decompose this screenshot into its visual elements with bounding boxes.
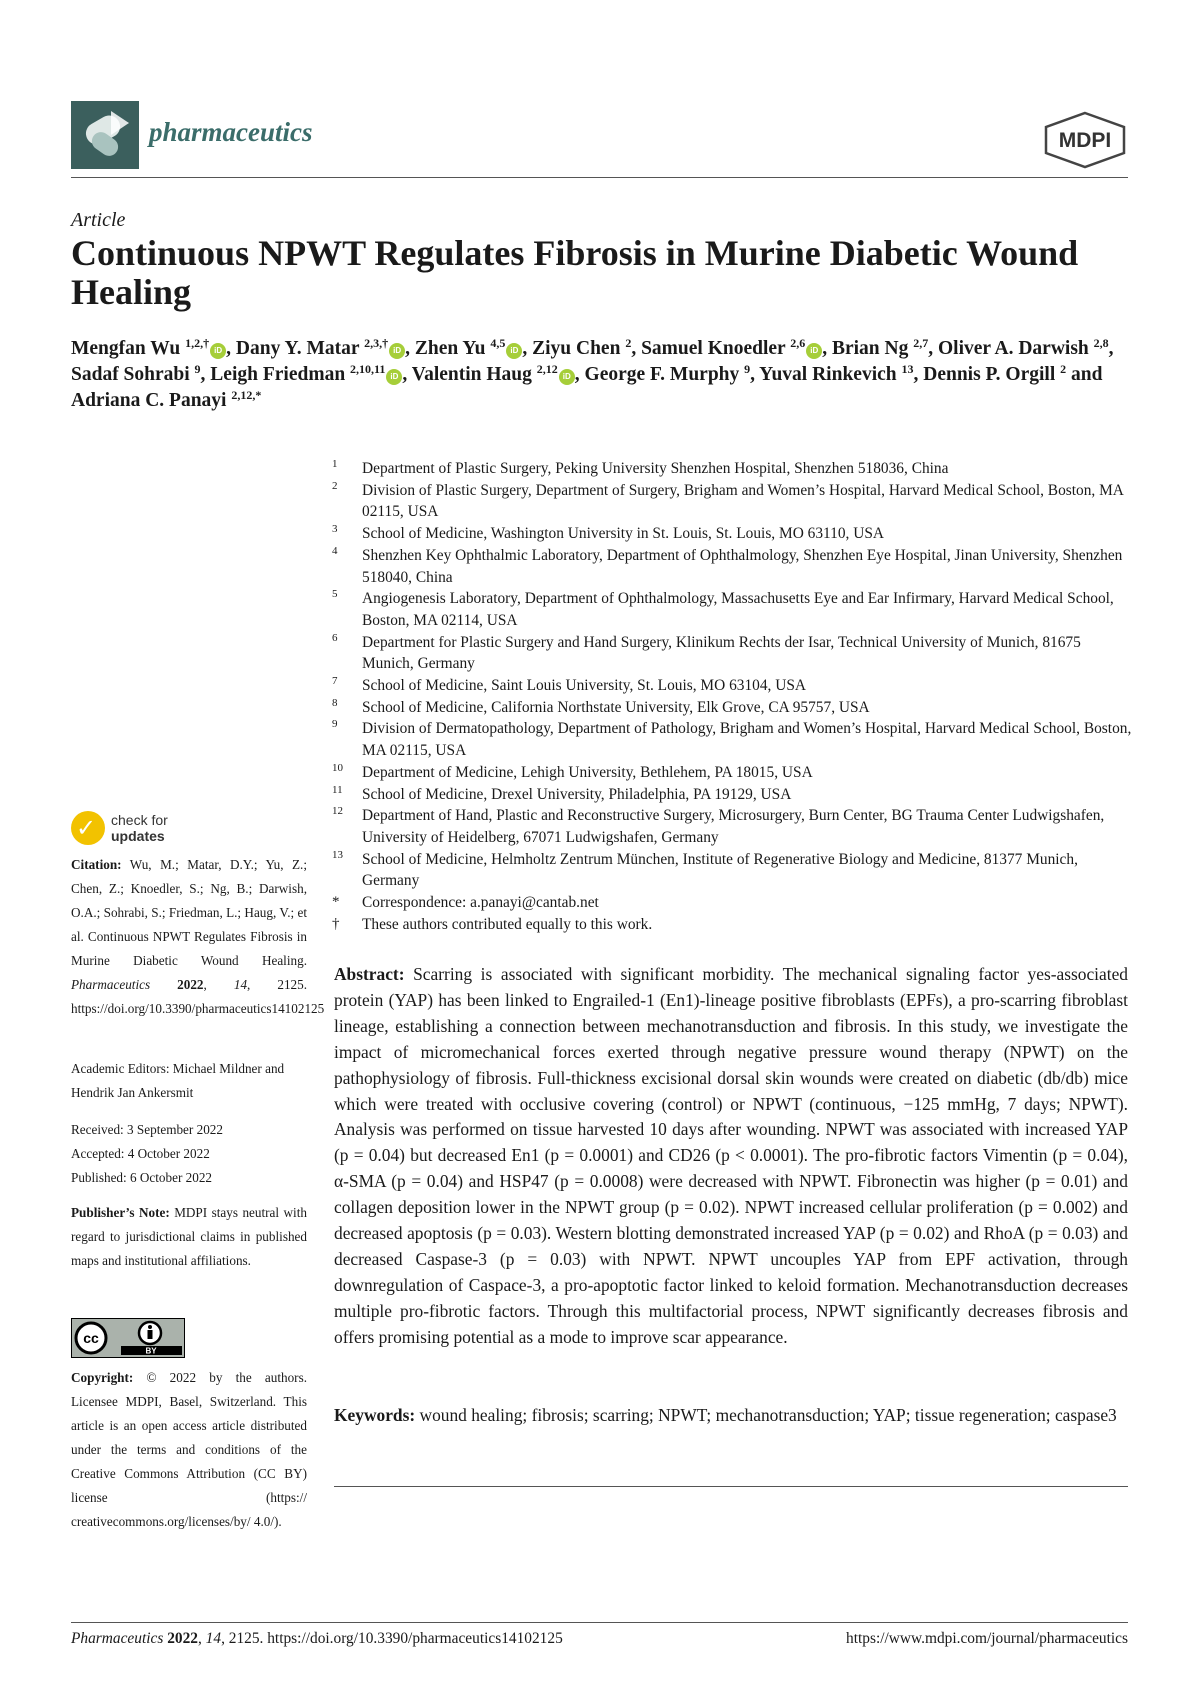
affiliation-item (332, 545, 1132, 588)
keywords-label: Keywords: (334, 1405, 416, 1425)
author-name[interactable]: Valentin Haug (411, 364, 537, 385)
citation-text: Wu, M.; Matar, D.Y.; Yu, Z.; Chen, Z.; Knoedler, S.; Ng, B.; Darwish, O.A.; Sohrabi, S.; Friedman, L.; Haug, V.; et al. Continuous NPWT Regulates Fibrosis in Murine Diabetic Wound Healing. (71, 857, 307, 968)
affiliation-mark: 5 (332, 588, 338, 601)
affiliation-mark: 2 (332, 479, 338, 492)
author-name[interactable]: Leigh Friedman (210, 364, 351, 385)
affiliation-mark: 8 (332, 696, 338, 709)
author-separator: , (631, 338, 642, 359)
author-separator: , (200, 364, 211, 385)
keywords-text: wound healing; fibrosis; scarring; NPWT; mechanotransduction; YAP; tissue regeneration; caspase3 (419, 1405, 1117, 1425)
author-affiliation-marks: 2 (1060, 362, 1067, 376)
affiliation-text: These authors contributed equally to this work. (362, 915, 653, 933)
citation-journal: Pharmaceutics (71, 977, 151, 992)
affiliation-text: School of Medicine, Helmholtz Zentrum München, Institute of Regenerative Biology and Medicine, 81377 Munich, Germany (362, 850, 1078, 890)
author-affiliation-marks: 1,2,† (185, 336, 210, 350)
academic-editors: Academic Editors: Michael Mildner and Hendrik Jan Ankersmit (71, 1061, 285, 1100)
abstract-rule (334, 1486, 1128, 1487)
keywords (334, 1403, 1128, 1429)
checkmark-icon: ✓ (76, 814, 97, 842)
affiliation-item (332, 697, 1132, 719)
orcid-icon[interactable]: iD (386, 369, 402, 385)
svg-text:cc: cc (83, 1330, 99, 1346)
author-name[interactable]: Dany Y. Matar (235, 338, 365, 359)
affiliations (332, 458, 1132, 935)
affiliation-text: Department of Hand, Plastic and Reconstructive Surgery, Microsurgery, Burn Center, BG Trauma Center Ludwigshafen, University of Heidelberg, 67071 Ludwigshafen, Germany (362, 807, 1105, 846)
author-name[interactable]: Sadaf Sohrabi (71, 364, 195, 385)
affiliation-text: School of Medicine, Saint Louis University, St. Louis, MO 63104, USA (362, 677, 807, 695)
affiliation-item (332, 523, 1132, 545)
footer-journal-url[interactable]: https://www.mdpi.com/journal/pharmaceutics (846, 1630, 1128, 1647)
copyright-notice (71, 1366, 307, 1534)
orcid-icon[interactable]: iD (506, 343, 522, 359)
author-separator: , (226, 338, 236, 359)
received-date: Received: 3 September 2022 (71, 1122, 223, 1137)
affiliation-text: School of Medicine, Washington University in St. Louis, St. Louis, MO 63110, USA (362, 525, 885, 543)
affiliation-mark: 3 (332, 523, 338, 536)
affiliation-item (332, 480, 1132, 523)
author-separator: , (928, 338, 938, 359)
affiliation-text: School of Medicine, California Northstate University, Elk Grove, CA 95757, USA (362, 698, 870, 716)
author-name[interactable]: Adriana C. Panayi (71, 390, 232, 411)
orcid-icon[interactable]: iD (389, 343, 405, 359)
affiliation-item (332, 588, 1132, 631)
author-affiliation-marks: 2,12 (536, 362, 558, 376)
affiliation-item (332, 849, 1132, 892)
orcid-icon[interactable]: iD (806, 343, 822, 359)
author-separator: , (1108, 338, 1114, 359)
published-date: Published: 6 October 2022 (71, 1170, 213, 1185)
affiliation-item (332, 632, 1132, 675)
author-affiliation-marks: 9 (744, 362, 751, 376)
affiliation-item (332, 458, 1132, 480)
affiliation-mark: 11 (332, 783, 343, 796)
publication-dates (71, 1118, 307, 1190)
author-affiliation-marks: 2,3,† (364, 336, 389, 350)
affiliation-text: Correspondence: a.panayi@cantab.net (362, 894, 599, 912)
author-separator: , (750, 364, 760, 385)
author-affiliation-marks: 13 (901, 362, 914, 376)
author-affiliation-marks: 2,7 (913, 336, 929, 350)
orcid-icon[interactable]: iD (559, 369, 575, 385)
footer-volume: 14 (205, 1630, 222, 1647)
affiliation-item (332, 914, 1132, 936)
citation-volume: 14 (233, 977, 248, 992)
orcid-icon[interactable]: iD (210, 343, 226, 359)
affiliation-item (332, 675, 1132, 697)
affiliation-mark: 4 (332, 544, 338, 557)
affiliation-item (332, 718, 1132, 761)
author-separator: , (402, 364, 412, 385)
author-separator: , (574, 364, 585, 385)
affiliation-text: School of Medicine, Drexel University, Philadelphia, PA 19129, USA (362, 785, 792, 803)
author-name[interactable]: George F. Murphy (584, 364, 745, 385)
affiliation-text: Angiogenesis Laboratory, Department of Ophthalmology, Massachusetts Eye and Ear Infirmary, Harvard Medical School, Boston, MA 02114, USA (362, 590, 1114, 629)
citation-year: 2022 (177, 977, 204, 992)
author-affiliation-marks: 2,12,* (231, 388, 262, 402)
footer-journal: Pharmaceutics (71, 1630, 164, 1647)
header-rule (71, 177, 1128, 178)
author-name[interactable]: Samuel Knoedler (641, 338, 791, 359)
author-name[interactable]: Brian Ng (831, 338, 914, 359)
author-separator: and (1066, 364, 1103, 385)
affiliation-text: Division of Dermatopathology, Department of Pathology, Brigham and Women’s Hospital, Harvard Medical School, Boston, MA 02115, USA (362, 720, 1132, 760)
affiliation-mark: * (332, 894, 340, 911)
affiliation-item (332, 784, 1132, 806)
citation-block: Citation: Wu, M.; Matar, D.Y.; Yu, Z.; Chen, Z.; Knoedler, S.; Ng, B.; Darwish, O.A.; Sohrabi, S.; Friedman, L.; Haug, V.; et al. Continuous NPWT Regulates Fibrosis in Murine Diabetic Wound Healing. Pharmaceutics 2022, 14, 2125. https://doi.org/10.3390/pharmaceutics14102125 (71, 857, 325, 1016)
mdpi-logo (1042, 111, 1128, 174)
affiliation-text: Department for Plastic Surgery and Hand Surgery, Klinikum Rechts der Isar, Technical University of Munich, 81675 Munich, Germany (362, 633, 1081, 673)
citation-doi[interactable]: , 2125. https://doi.org/10.3390/pharmaceutics14102125 (71, 977, 325, 1016)
affiliation-mark: 9 (332, 718, 338, 731)
affiliation-mark: 7 (332, 675, 338, 688)
author-affiliation-marks: 2,6 (790, 336, 806, 350)
copyright-text: © 2022 by the authors. Licensee MDPI, Basel, Switzerland. This article is an open access article distributed under the terms and conditions of the Creative Commons Attribution (CC BY) license (https:// creativecommons.org/licenses/by/ 4.0/). (71, 1370, 308, 1529)
affiliation-mark: 1 (332, 458, 338, 470)
affiliation-item (332, 805, 1132, 848)
article-type: Article (71, 209, 126, 231)
pill-icon (71, 101, 139, 169)
journal-logo (71, 101, 139, 169)
citation-label: Citation: (71, 857, 122, 872)
author-separator: , (913, 364, 924, 385)
affiliation-mark: 10 (332, 761, 343, 774)
footer-doi[interactable]: , 2125. https://doi.org/10.3390/pharmaceutics14102125 (221, 1630, 563, 1647)
affiliation-text: Department of Plastic Surgery, Peking University Shenzhen Hospital, Shenzhen 518036, China (362, 460, 949, 477)
affiliation-item (332, 892, 1132, 914)
journal-name: pharmaceutics (149, 117, 313, 147)
copyright-label: Copyright: (71, 1370, 134, 1385)
author-name[interactable]: Dennis P. Orgill (923, 364, 1061, 385)
affiliation-mark: † (332, 915, 340, 932)
affiliation-text: Division of Plastic Surgery, Department of Surgery, Brigham and Women’s Hospital, Harvard Medical School, Boston, MA 02115, USA (362, 481, 1124, 521)
check-updates-line2: updates (111, 828, 165, 844)
author-affiliation-marks: 9 (194, 362, 201, 376)
svg-text:BY: BY (145, 1346, 157, 1356)
author-name[interactable]: Yuval Rinkevich (759, 364, 902, 385)
footer-citation: Pharmaceutics 2022, 14, 2125. https://doi.org/10.3390/pharmaceutics14102125 (71, 1630, 563, 1647)
author-affiliation-marks: 2 (625, 336, 632, 350)
affiliation-text: Shenzhen Key Ophthalmic Laboratory, Department of Ophthalmology, Shenzhen Eye Hospital, Jinan University, Shenzhen 518040, China (362, 546, 1123, 586)
abstract-label: Abstract: (334, 964, 405, 984)
author-affiliation-marks: 4,5 (490, 336, 506, 350)
abstract (334, 962, 1128, 1351)
author-name[interactable]: Ziyu Chen (532, 338, 626, 359)
author-name[interactable]: Zhen Yu (414, 338, 491, 359)
abstract-text: Scarring is associated with significant morbidity. The mechanical signaling factor yes-associated protein (YAP) has been linked to Engrailed-1 (En1)-lineage positive fibroblasts (EPFs), a pro-scarring fibroblast lineage, establishing a connection between mechanotransduction and fibrosis. In this study, we investigate the impact of micromechanical forces exerted through negative pressure wound therapy (NPWT) on the pathophysiology of fibrosis. Full-thickness excisional dorsal skin wounds were created on diabetic (db/db) mice which were treated with occlusive covering (control) or NPWT (continuous, −125 mmHg, 7 days; NPWT). Analysis was performed on tissue harvested 10 days after wounding. NPWT was associated with increased YAP (p = 0.04) but decreased En1 (p = 0.0001) and CD26 (p < 0.0001). The pro-fibrotic factors Vimentin (p = 0.04), α-SMA (p = 0.04) and HSP47 (p = 0.0008) were decreased with NPWT. Fibronectin was higher (p = 0.01) and collagen deposition lower in the NPWT group (p = 0.02). NPWT increased cellular proliferation (p = 0.002) and decreased apoptosis (p = 0.03). Western blotting demonstrated increased YAP (p = 0.02) and RhoA (p = 0.03) and decreased Caspase-3 (p = 0.03) with NPWT. NPWT uncouples YAP from EPF activation, through downregulation of Caspace-3, a pro-apoptotic factor linked to keloid formation. Mechanotransduction decreases multiple pro-fibrotic factors. Through this multifactorial process, NPWT significantly decreases fibrosis and offers promising potential as a mode to improve scar appearance. (334, 964, 1128, 1347)
author-name[interactable]: Oliver A. Darwish (937, 338, 1094, 359)
affiliation-item (332, 762, 1132, 784)
svg-text:MDPI: MDPI (1058, 129, 1112, 152)
author-separator: , (822, 338, 832, 359)
footer-rule (71, 1622, 1128, 1623)
affiliation-mark: 12 (332, 805, 343, 818)
author-name[interactable]: Mengfan Wu (71, 338, 186, 359)
check-updates-line1: check for (111, 812, 168, 828)
affiliation-mark: 6 (332, 631, 338, 644)
affiliation-mark: 13 (332, 848, 343, 861)
author-separator: , (405, 338, 415, 359)
author-affiliation-marks: 2,10,11 (350, 362, 386, 376)
publisher-note-text: MDPI stays neutral with regard to jurisdictional claims in published maps and institutional affiliations. (71, 1205, 307, 1268)
footer-year: 2022 (167, 1630, 198, 1647)
affiliation-text: Department of Medicine, Lehigh University, Bethlehem, PA 18015, USA (362, 763, 813, 781)
cc-by-license-badge[interactable] (71, 1318, 185, 1358)
article-title: Continuous NPWT Regulates Fibrosis in Murine Diabetic Wound Healing (71, 233, 1079, 312)
accepted-date: Accepted: 4 October 2022 (71, 1146, 210, 1161)
publisher-note-label: Publisher’s Note: (71, 1205, 170, 1220)
publisher-note (71, 1201, 307, 1273)
author-separator: , (522, 338, 533, 359)
author-list (71, 336, 1131, 414)
author-affiliation-marks: 2,8 (1093, 336, 1109, 350)
